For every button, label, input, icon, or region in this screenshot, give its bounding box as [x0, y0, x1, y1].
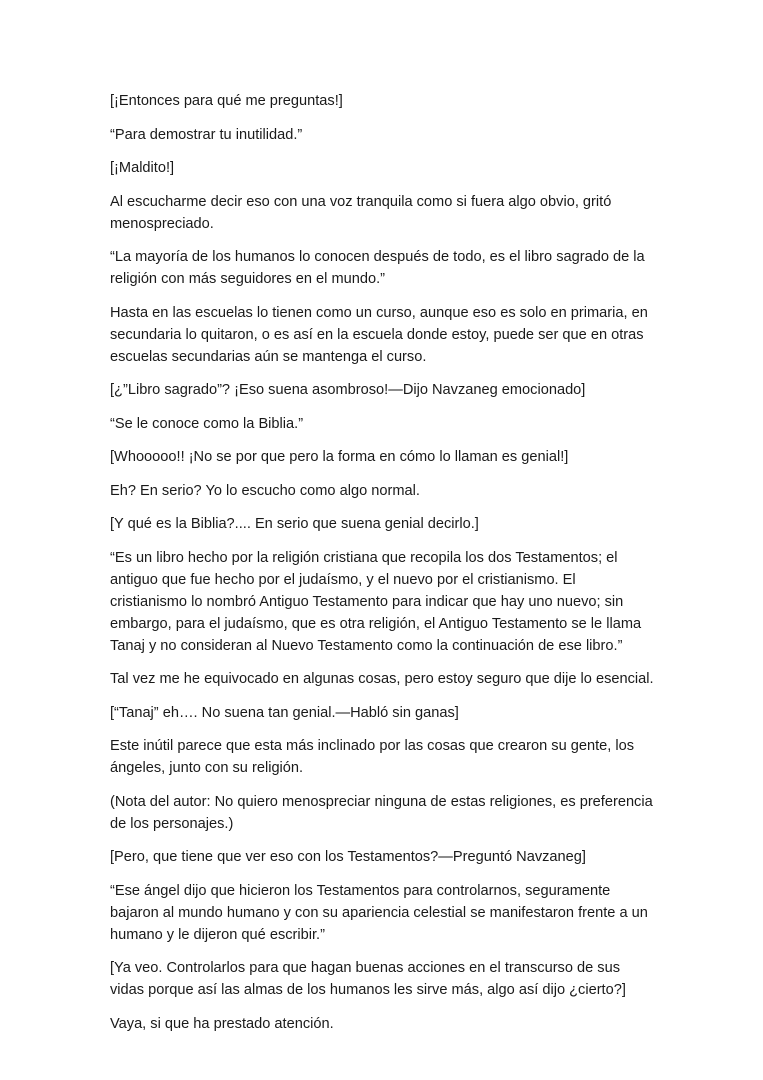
- paragraph: “Ese ángel dijo que hicieron los Testamentos para controlarnos, seguramente bajaron al mundo humano y con su apariencia celestial se manifestaron frente a un humano y le dijeron qué escribir.”: [110, 882, 648, 943]
- paragraph: Este inútil parece que esta más inclinado por las cosas que crearon su gente, los ángeles, junto con su religión.: [110, 738, 635, 776]
- paragraph: [¡Maldito!]: [110, 160, 175, 176]
- paragraph: [¡Entonces para qué me preguntas!]: [110, 93, 343, 109]
- paragraph: Al escucharme decir eso con una voz tranquila como si fuera algo obvio, gritó menospreciado.: [110, 193, 612, 232]
- paragraph: Vaya, si que ha prestado atención.: [110, 1015, 334, 1032]
- paragraph: “Para demostrar tu inutilidad.”: [110, 126, 303, 143]
- document-page: [110, 90, 655, 1046]
- paragraph: “Es un libro hecho por la religión cristiana que recopila los dos Testamentos; el antiguo que fue hecho por el judaísmo, y el nuevo por el cristianismo. El cristianismo lo nombró Antiguo Testamento para indicar que hay uno nuevo; sin embargo, para el judaísmo, que es otra religión, el Antiguo Testamento se le llama Tanaj y no consideran al Nuevo Testamento como la continuación de ese libro.”: [110, 549, 642, 654]
- paragraph: [¿”Libro sagrado”? ¡Eso suena asombroso!—Dijo Navzaneg emocionado]: [110, 382, 586, 398]
- paragraph: Hasta en las escuelas lo tienen como un curso, aunque eso es solo en primaria, en secundaria lo quitaron, o es así en la escuela donde estoy, puede ser que en otras escuelas secundarias aún se mantenga el curso.: [110, 304, 648, 365]
- paragraph: [Y qué es la Biblia?.... En serio que suena genial decirlo.]: [110, 516, 479, 532]
- paragraph: Tal vez me he equivocado en algunas cosas, pero estoy seguro que dije lo esencial.: [110, 671, 654, 687]
- paragraph: [Pero, que tiene que ver eso con los Testamentos?—Preguntó Navzaneg]: [110, 849, 586, 865]
- paragraph: “La mayoría de los humanos lo conocen después de todo, es el libro sagrado de la religión con más seguidores en el mundo.”: [110, 249, 645, 287]
- paragraph: [Ya veo. Controlarlos para que hagan buenas acciones en el transcurso de sus vidas porque así las almas de los humanos les sirve más, algo así dijo ¿cierto?]: [110, 960, 626, 998]
- paragraph: “Se le conoce como la Biblia.”: [110, 415, 304, 432]
- paragraph: [Whooooo!! ¡No se por que pero la forma en cómo lo llaman es genial!]: [110, 449, 569, 465]
- paragraph: [“Tanaj” eh…. No suena tan genial.—Habló sin ganas]: [110, 704, 459, 721]
- paragraph: (Nota del autor: No quiero menospreciar ninguna de estas religiones, es preferencia de los personajes.): [110, 793, 653, 832]
- paragraph: Eh? En serio? Yo lo escucho como algo normal.: [110, 482, 420, 499]
